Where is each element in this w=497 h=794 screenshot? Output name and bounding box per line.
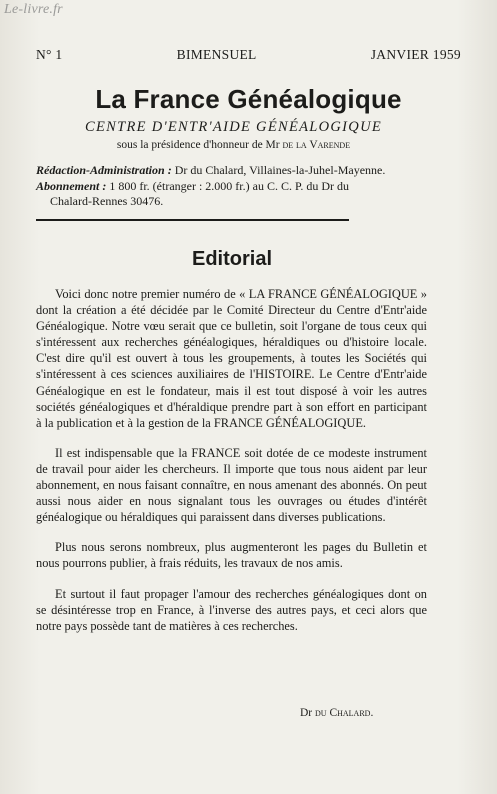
- subtitle: CENTRE D'ENTR'AIDE GÉNÉALOGIQUE: [84, 119, 383, 135]
- presidency-line: [0, 139, 467, 151]
- paragraph: Plus nous serons nombreux, plus augmenteront les pages du Bulletin et nous pourrons publier, à frais réduits, les travaux de nos amis.: [36, 540, 427, 571]
- issue-number: N° 1: [36, 47, 63, 62]
- editorial-body: [36, 286, 427, 648]
- presidency-name: de la Varende: [282, 139, 351, 151]
- masthead-line: [36, 47, 461, 63]
- divider: [36, 219, 349, 221]
- redaction-line: [36, 163, 436, 179]
- abonnement-label: Abonnement :: [36, 178, 107, 193]
- editorial-heading: Editorial: [191, 248, 272, 270]
- paragraph: Il est indispensable que la FRANCE soit dotée de ce modeste instrument de travail pour aider les chercheurs. Il importe que tous nous aident par leur abonnement, en nous faisant connaître, en nous amenant des abonnés. On peut aussi nous aider en nous signalant tous les ouvrages ou études d'intérêt généalogique ou héraldiques qui paraissent dans diverses publications.: [36, 445, 427, 525]
- signature-name: du Chalard.: [315, 707, 374, 719]
- page-title: La France Généalogique: [95, 84, 402, 114]
- issue-date: JANVIER 1959: [370, 47, 461, 62]
- redaction-value: Dr du Chalard, Villaines-la-Juhel-Mayenne.: [174, 163, 386, 177]
- signature-prefix: Dr: [300, 707, 313, 719]
- signature: [300, 707, 373, 719]
- frequency: BIMENSUEL: [176, 47, 257, 62]
- abonnement-line-2: Chalard-Rennes 30476.: [50, 194, 164, 208]
- publication-info: [36, 163, 436, 210]
- abonnement-line: [36, 179, 436, 195]
- redaction-label: Rédaction-Administration :: [36, 163, 172, 177]
- paragraph: Et surtout il faut propager l'amour des recherches généalogiques dont on se désintéresse trop en France, à l'inverse des autres pays, et ceci alors que notre pays possède tant de matières à ces recherches.: [36, 586, 427, 633]
- abonnement-value: 1 800 fr. (étranger : 2.000 fr.) au C. C. P. du Dr du: [109, 178, 349, 193]
- watermark: Le-livre.fr: [4, 2, 63, 17]
- paragraph: Voici donc notre premier numéro de « LA FRANCE GÉNÉALOGIQUE » dont la création a été décidée par le Comité Directeur du Centre d'Entr'aide Généalogique. Notre vœu serait que ce bulletin, soit l'organe de tous ceux qui s'intéressent aux recherches généalogiques, héraldiques ou d'histoire locale. C'est dire qu'il est ouvert à tous les groupements, à toutes les Sociétés qui s'intéressent à ces sciences auxiliaires de l'HISTOIRE. Le Centre d'Entr'aide Généalogique en est le fondateur, mais il est tout disposé à voir les autres sociétés généalogiques et d'héraldique prendre part à son effort en participant à la publication et à la gestion de la FRANCE GÉNÉALOGIQUE.: [36, 287, 427, 430]
- presidency-prefix: sous la présidence d'honneur de Mr: [116, 139, 280, 151]
